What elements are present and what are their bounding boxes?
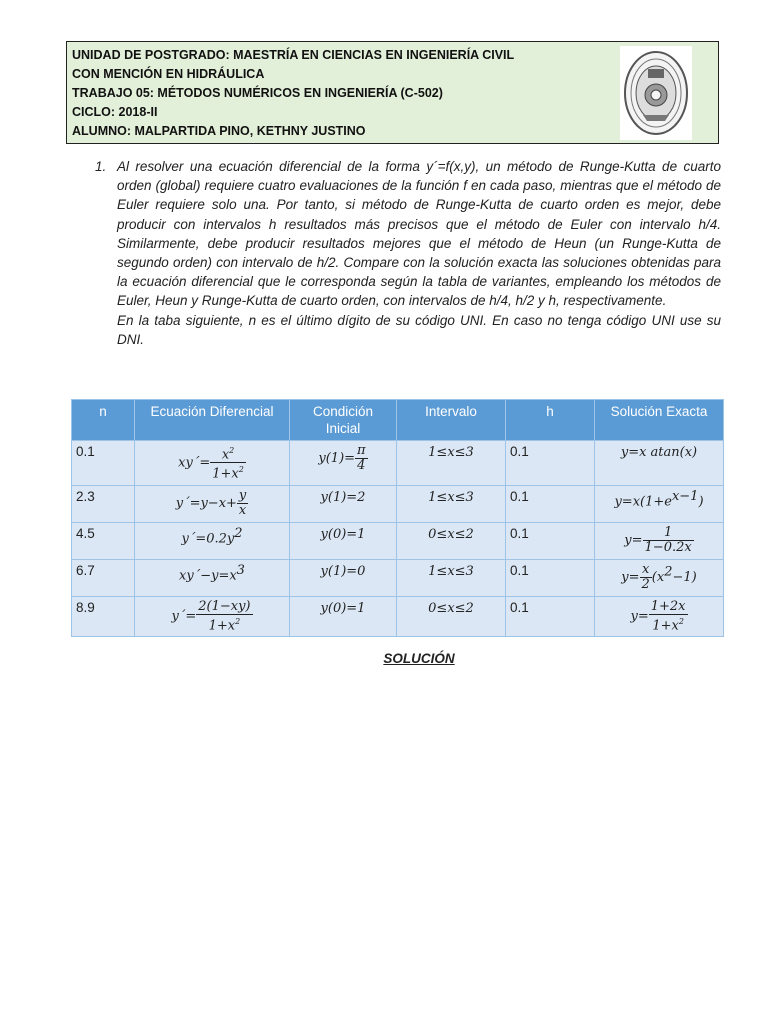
solution-fraction — [643, 526, 694, 555]
university-seal-icon — [620, 46, 692, 140]
interval-value: 1≤x≤3 — [428, 445, 474, 460]
solution-den-exp: 2 — [678, 616, 684, 626]
cell-equation — [135, 522, 290, 559]
cond-fraction — [355, 444, 368, 473]
course-header — [66, 41, 719, 144]
cell-condition — [290, 559, 397, 596]
question-paragraph: Al resolver una ecuación diferencial de la forma y´=f(x,y), un método de Runge-Kutta de cuarto orden (global) requiere cuatro evaluaciones de la función f en cada paso, mientras que el método de Euler requiere solo una. Por tanto, si método de Runge-Kutta de cuarto orden es mejor, debe producir con intervalos h resultados más precisos que el método de Euler con intervalo h/4. Similarmente, debe producir resultados mejores que el método de Heun (un Runge-Kutta de segundo orden) con intervalo de h/2. Compare con la solución exacta las soluciones obtenidas para la ecuación diferencial que le corresponda según la tabla de variantes, empleando los métodos de Euler, Heun y Runge-Kutta de cuarto orden, con intervalos de h/4, h/2 y h, respectivamente. — [117, 159, 721, 309]
interval-value: 1≤x≤3 — [428, 563, 474, 579]
cell-interval — [397, 485, 506, 522]
table-row — [72, 522, 724, 559]
variants-table — [71, 399, 724, 637]
solution-tail-b: −1) — [672, 569, 697, 585]
solution-lhs: y= — [621, 569, 640, 585]
cell-solution — [595, 596, 724, 636]
header-mention-line: CON MENCIÓN EN HIDRÁULICA — [72, 67, 265, 81]
cell-solution — [595, 485, 724, 522]
header-interval: Intervalo — [397, 400, 506, 441]
solution-tail-a: (x — [651, 569, 665, 585]
solution-lhs: y= — [630, 608, 649, 624]
solution-lhs: y= — [624, 532, 643, 548]
eq-fraction — [196, 600, 252, 633]
solution-main: y=x(1+e — [614, 494, 672, 510]
eq-lhs: y´=y−x+ — [175, 495, 237, 511]
cell-interval — [397, 596, 506, 636]
cell-n: 2.3 — [72, 485, 135, 522]
eq-num-exp: 2 — [229, 446, 235, 455]
condition-value: y(0)=1 — [320, 526, 366, 542]
solution-den: 1−0.2x — [644, 539, 692, 555]
cell-h: 0.1 — [506, 485, 595, 522]
cell-n: 6.7 — [72, 559, 135, 596]
header-solution: Solución Exacta — [595, 400, 724, 441]
cell-interval — [397, 441, 506, 486]
solution-tail: ) — [698, 494, 704, 510]
eq-main: xy´−y=x — [179, 568, 237, 584]
cell-solution — [595, 441, 724, 486]
cell-solution — [595, 559, 724, 596]
table-row — [72, 559, 724, 596]
cell-condition — [290, 485, 397, 522]
cond-lhs: y(1)= — [318, 451, 356, 467]
cell-equation — [135, 441, 290, 486]
question-body — [117, 157, 721, 349]
table-row — [72, 441, 724, 486]
cell-equation — [135, 559, 290, 596]
eq-num: y — [238, 487, 247, 503]
eq-den: 1+x — [208, 617, 236, 633]
cell-n: 4.5 — [72, 522, 135, 559]
eq-lhs: xy´= — [178, 455, 211, 471]
cond-den: 4 — [355, 458, 368, 473]
eq-main: y´=0.2y — [181, 531, 235, 547]
cell-interval — [397, 559, 506, 596]
eq-exp: 3 — [236, 562, 245, 578]
question-note: En la taba siguiente, n es el último dígito de su código UNI. En caso no tenga código UNI use su DNI. — [117, 312, 721, 347]
cell-condition — [290, 441, 397, 486]
cell-condition — [290, 596, 397, 636]
solution-fraction — [649, 600, 688, 633]
eq-exp: 2 — [234, 525, 243, 541]
header-equation: Ecuación Diferencial — [135, 400, 290, 441]
cell-equation — [135, 596, 290, 636]
cell-n: 0.1 — [72, 441, 135, 486]
condition-value: y(0)=1 — [320, 600, 366, 616]
solution-num: x — [641, 561, 650, 577]
header-text-block — [72, 46, 514, 141]
solution-den: 1+x — [652, 617, 679, 633]
cell-interval — [397, 522, 506, 559]
eq-den: 1+x — [212, 466, 239, 482]
condition-value: y(1)=0 — [320, 563, 366, 579]
cell-h: 0.1 — [506, 441, 595, 486]
solution-value: y=x atan(x) — [620, 445, 698, 460]
interval-value: 0≤x≤2 — [428, 600, 474, 616]
eq-lhs: y´= — [171, 608, 197, 624]
header-condition: Condición Inicial — [290, 400, 397, 441]
cell-h: 0.1 — [506, 522, 595, 559]
eq-num: x — [221, 447, 230, 463]
question-number: 1. — [95, 159, 107, 174]
eq-den-exp: 2 — [235, 616, 241, 626]
solution-num: 1+2x — [650, 598, 686, 614]
header-cycle-line: CICLO: 2018-II — [72, 105, 158, 119]
header-unit-line: UNIDAD DE POSTGRADO: MAESTRÍA EN CIENCIAS EN INGENIERÍA CIVIL — [72, 48, 515, 62]
header-student-line: ALUMNO: MALPARTIDA PINO, KETHNY JUSTINO — [72, 124, 366, 138]
table-row — [72, 596, 724, 636]
solution-den: 2 — [641, 576, 650, 592]
table-row — [72, 485, 724, 522]
solution-tail-exp: 2 — [664, 564, 673, 580]
cell-h: 0.1 — [506, 596, 595, 636]
condition-value: y(1)=2 — [320, 489, 366, 505]
table-header-row — [72, 400, 724, 441]
interval-value: 0≤x≤2 — [428, 526, 474, 542]
eq-fraction — [210, 444, 246, 482]
eq-den-exp: 2 — [238, 465, 244, 475]
header-n: n — [72, 400, 135, 441]
eq-fraction — [237, 489, 248, 518]
solution-fraction — [640, 563, 652, 592]
header-h: h — [506, 400, 595, 441]
cell-condition — [290, 522, 397, 559]
cond-num: π — [357, 443, 366, 458]
cell-h: 0.1 — [506, 559, 595, 596]
solution-num: 1 — [663, 524, 673, 540]
cell-equation — [135, 485, 290, 522]
solution-exp: x−1 — [671, 488, 699, 504]
question-1 — [95, 157, 721, 349]
interval-value: 1≤x≤3 — [428, 489, 474, 505]
cell-solution — [595, 522, 724, 559]
header-assignment-line: TRABAJO 05: MÉTODOS NUMÉRICOS EN INGENIERÍA (C-502) — [72, 86, 443, 100]
eq-num: 2(1−xy) — [198, 598, 251, 614]
cell-n: 8.9 — [72, 596, 135, 636]
eq-den: x — [237, 503, 248, 518]
solution-heading: SOLUCIÓN — [383, 651, 455, 666]
